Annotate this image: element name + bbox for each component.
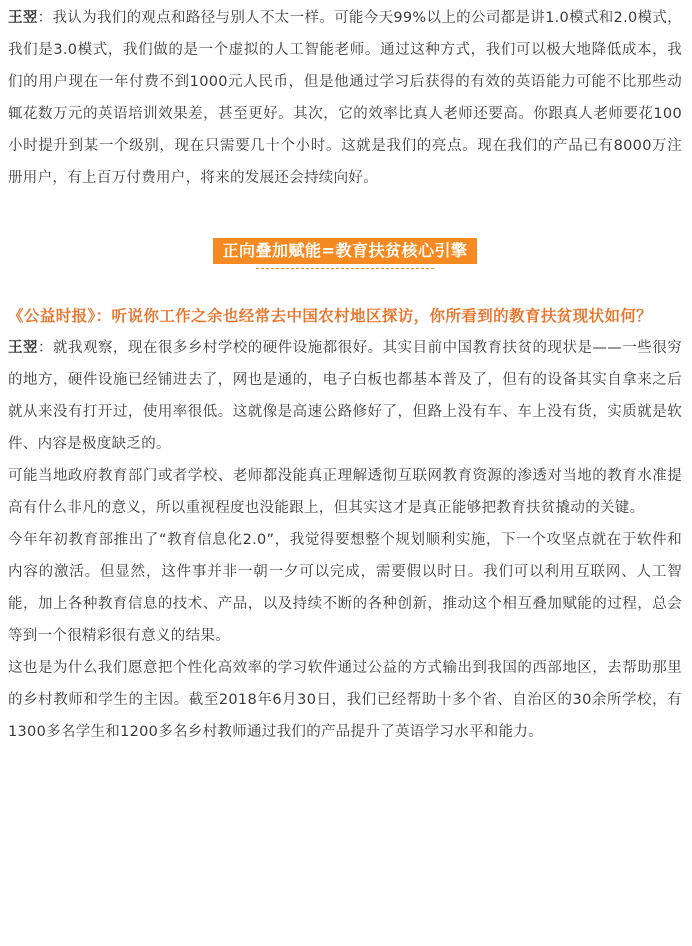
paragraph-text: 我认为我们的观点和路径与别人不太一样。可能今天99%以上的公司都是讲1.0模式和2.0模式，我们是3.0模式，我们做的是一个虚拟的人工智能老师。通过这种方式，我们可以极大地降低成本，我们的用户现在一年付费不到1000元人民币，但是他通过学习后获得的有效的英语能力可能不比那些动辄花数万元的英语培训效果差，甚至更好。其次，它的效率比真人老师还要高。你跟真人老师要花100小时提升到某一个级别，现在只需要几十个小时。这就是我们的亮点。现在我们的产品已有8000万注册用户，有上百万付费用户，将来的发展还会持续向好。: [8, 10, 682, 186]
section-heading: [8, 238, 682, 278]
section-heading-label: 正向叠加赋能=教育扶贫核心引擎: [213, 238, 478, 264]
answer-paragraph-1: [8, 2, 682, 194]
answer-paragraph-4: 今年年初教育部推出了“教育信息化2.0”，我觉得要想整个规划顺利实施，下一个攻坚点就在于软件和内容的激活。但显然，这件事并非一朝一夕可以完成，需要假以时日。我们可以利用互联网、人工智能，加上各种教育信息的技术、产品，以及持续不断的各种创新，推动这个相互叠加赋能的过程，总会等到一个很精彩很有意义的结果。: [8, 532, 682, 644]
speaker-colon: ：: [37, 340, 53, 356]
speaker-name: 王翌: [8, 340, 38, 356]
paragraph-text: 就我观察，现在很多乡村学校的硬件设施都很好。其实目前中国教育扶贫的现状是——一些很穷的地方，硬件设施已经铺进去了，网也是通的，电子白板也都基本普及了，但有的设备其实自拿来之后就从来没有打开过，使用率很低。这就像是高速公路修好了，但路上没有车、车上没有货，实质就是软件、内容是极度缺乏的。: [8, 340, 682, 452]
answer-paragraph-2: [8, 332, 682, 460]
speaker-colon: ：: [37, 10, 53, 26]
answer-paragraph-3: 可能当地政府教育部门或者学校、老师都没能真正理解透彻互联网教育资源的渗透对当地的教育水准提高有什么非凡的意义，所以重视程度也没能跟上，但其实这才是真正能够把教育扶贫撬动的关键。: [8, 468, 682, 516]
heading-dashed-underline: [256, 268, 434, 269]
answer-paragraph-5: 这也是为什么我们愿意把个性化高效率的学习软件通过公益的方式输出到我国的西部地区，去帮助那里的乡村教师和学生的主因。截至2018年6月30日，我们已经帮助十多个省、自治区的30余所学校，有1300多名学生和1200多名乡村教师通过我们的产品提升了英语学习水平和能力。: [8, 660, 682, 740]
speaker-name: 王翌: [8, 10, 38, 26]
interview-question: 《公益时报》：听说你工作之余也经常去中国农村地区探访，你所看到的教育扶贫现状如何？: [8, 307, 653, 325]
